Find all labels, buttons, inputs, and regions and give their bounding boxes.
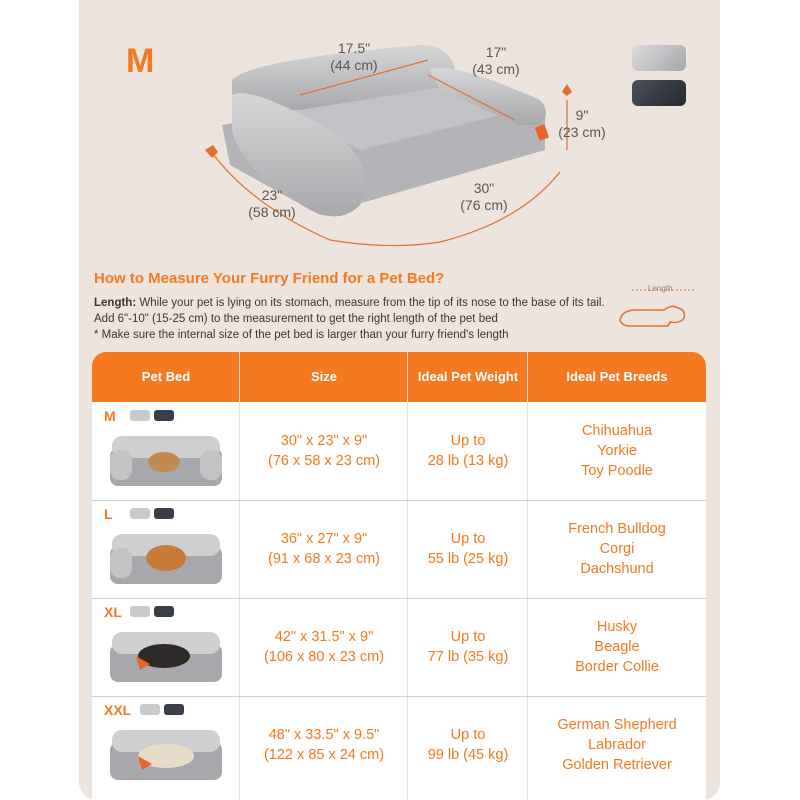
header-weight: Ideal Pet Weight — [417, 369, 519, 384]
header-pet-bed: Pet Bed — [141, 369, 191, 384]
size-chart-table — [92, 352, 706, 800]
table-row — [92, 696, 706, 794]
cell-breeds: Husky Beagle Border Collie — [575, 619, 659, 675]
mini-swatch-dark — [154, 410, 174, 421]
length-icon-label: Length — [648, 284, 673, 293]
cell-weight: Up to 99 lb (45 kg) — [427, 727, 509, 763]
table-header — [92, 352, 706, 402]
dog-length-icon — [612, 282, 702, 332]
cell-breeds: French Bulldog Corgi Dachshund — [568, 521, 666, 577]
cell-breeds: Chihuahua Yorkie Toy Poodle — [581, 423, 653, 479]
header-breeds: Ideal Pet Breeds — [566, 369, 668, 384]
length-text: While your pet is lying on its stomach, measure from the tip of its nose to the base of its tail. Add 6"-10" (15-25 cm) to the measurement to get the right length of the pet bed — [94, 297, 605, 325]
dim-inner-depth: 17" (43 cm) — [472, 44, 520, 77]
cell-size: 48" x 33.5" x 9.5" (122 x 85 x 24 cm) — [263, 727, 385, 763]
mini-swatch-light — [140, 704, 160, 715]
bed-illustration — [0, 0, 800, 260]
cell-weight: Up to 77 lb (35 kg) — [427, 629, 509, 665]
row-size-label: XL — [104, 604, 122, 620]
measure-heading: How to Measure Your Furry Friend for a Pet Bed? — [94, 270, 445, 287]
table-row — [92, 402, 706, 500]
header-size: Size — [310, 369, 337, 384]
cell-weight: Up to 28 lb (13 kg) — [427, 433, 509, 469]
dim-outer-length: 30" (76 cm) — [460, 180, 508, 213]
mini-swatch-light — [130, 508, 150, 519]
size-badge: M — [126, 42, 155, 80]
dim-inner-width: 17.5" (44 cm) — [330, 40, 378, 73]
mini-swatch-dark — [164, 704, 184, 715]
bed-thumbnail — [106, 722, 226, 784]
dim-outer-width: 23" (58 cm) — [248, 187, 296, 220]
measure-note: * Make sure the internal size of the pet bed is larger than your furry friend's length — [94, 329, 509, 341]
length-label: Length: — [94, 297, 137, 309]
swatch-dark-gray[interactable] — [632, 80, 686, 106]
table-row — [92, 598, 706, 696]
cell-size: 42" x 31.5" x 9" (106 x 80 x 23 cm) — [263, 629, 385, 665]
bed-thumbnail — [106, 526, 226, 588]
measure-description — [94, 295, 606, 343]
mini-swatch-light — [130, 410, 150, 421]
row-size-label: L — [104, 506, 113, 522]
cell-breeds: German Shepherd Labrador Golden Retriever — [557, 717, 677, 773]
row-size-label: XXL — [104, 702, 132, 718]
swatch-light-gray[interactable] — [632, 45, 686, 71]
row-size-label: M — [104, 408, 116, 424]
mini-swatch-dark — [154, 508, 174, 519]
table-row — [92, 500, 706, 598]
cell-size: 36" x 27" x 9" (91 x 68 x 23 cm) — [267, 531, 380, 567]
mini-swatch-light — [130, 606, 150, 617]
mini-swatch-dark — [154, 606, 174, 617]
cell-weight: Up to 55 lb (25 kg) — [427, 531, 509, 567]
bed-thumbnail — [106, 624, 226, 686]
dim-height: 9" (23 cm) — [558, 107, 606, 140]
bed-thumbnail — [106, 428, 226, 490]
cell-size: 30" x 23" x 9" (76 x 58 x 23 cm) — [267, 433, 380, 469]
